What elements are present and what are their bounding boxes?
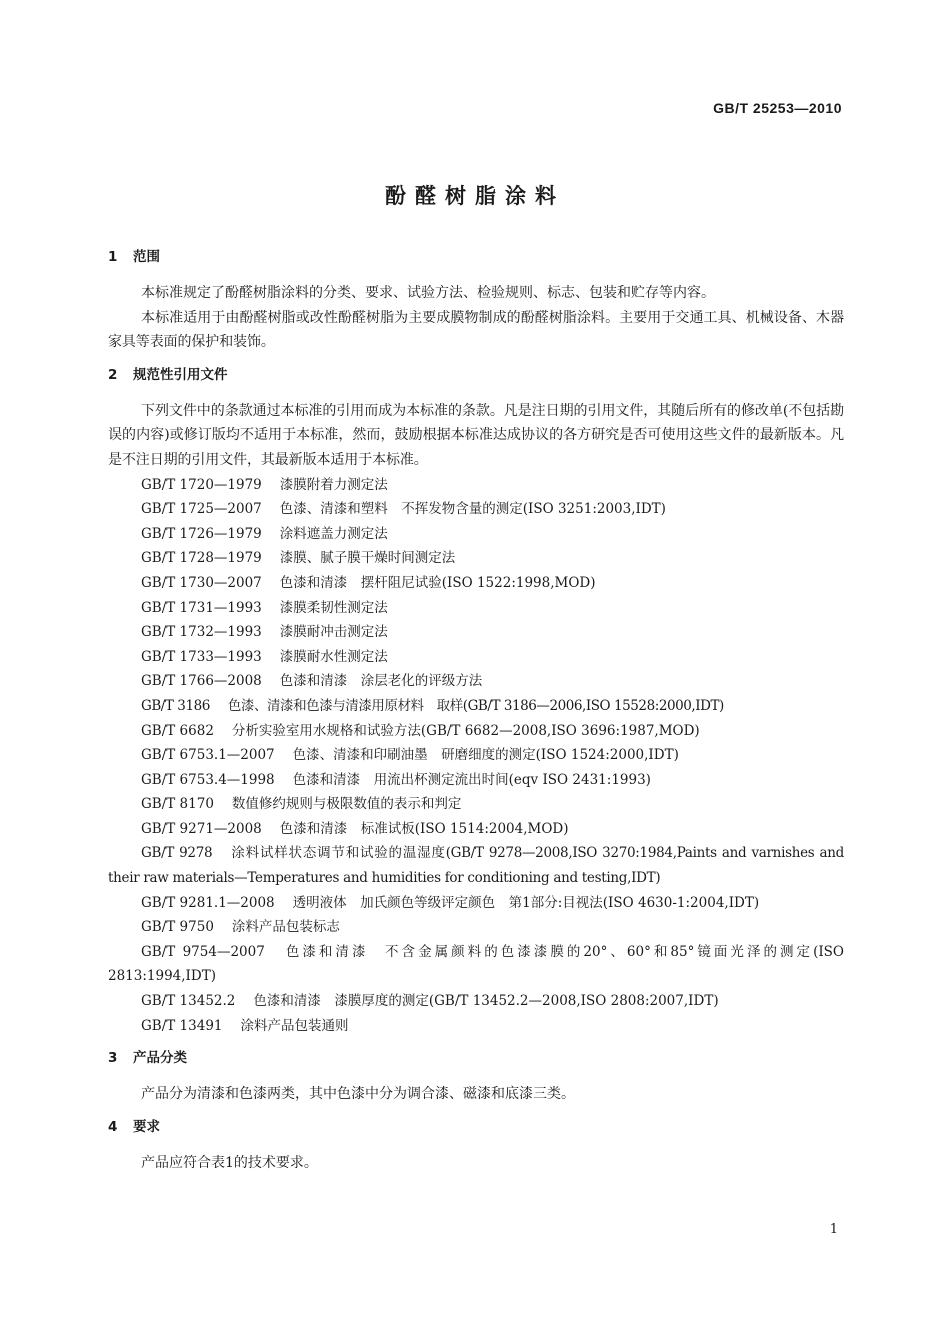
- reference-item: [108, 915, 844, 940]
- standard-number: GB/T 25253—2010: [713, 100, 842, 116]
- document-title: 酚醛树脂涂料: [385, 184, 565, 208]
- reference-title: 涂料试样状态调节和试验的温湿度(GB/T 9278—2008,ISO 3270:1984,Paints and varnishes and their raw materials—Temperatures and humidities for conditioning and testing,IDT): [108, 845, 844, 887]
- reference-item: [108, 669, 844, 694]
- section-heading-classification: [108, 1046, 844, 1070]
- scope-paragraph: 本标准适用于由酚醛树脂或改性酚醛树脂为主要成膜物制成的酚醛树脂涂料。主要用于交通工具、机械设备、木器家具等表面的保护和装饰。: [108, 309, 844, 351]
- reference-title: 漆膜耐冲击测定法: [279, 624, 388, 641]
- reference-title: 涂料产品包装通则: [240, 1017, 349, 1034]
- reference-item: [108, 989, 844, 1014]
- requirements-paragraph: 产品应符合表1的技术要求。: [141, 1154, 318, 1171]
- reference-item: [108, 645, 844, 670]
- reference-code: GB/T 13452.2: [141, 993, 236, 1010]
- reference-code: GB/T 1733—1993: [141, 648, 262, 665]
- reference-code: GB/T 1728—1979: [141, 550, 262, 567]
- reference-title: 色漆和清漆 用流出杯测定流出时间(eqv ISO 2431:1993): [292, 771, 651, 788]
- section-title: 规范性引用文件: [133, 366, 228, 383]
- reference-item: [108, 719, 844, 744]
- reference-title: 色漆和清漆 漆膜厚度的测定(GB/T 13452.2—2008,ISO 2808:2007,IDT): [253, 993, 719, 1010]
- reference-code: GB/T 9281.1—2008: [141, 894, 275, 911]
- references-intro: 下列文件中的条款通过本标准的引用而成为本标准的条款。凡是注日期的引用文件，其随后所有的修改单(不包括勘误的内容)或修订版均不适用于本标准，然而，鼓励根据本标准达成协议的各方研究是否可使用这些文件的最新版本。凡是不注日期的引用文件，其最新版本适用于本标准。: [108, 402, 844, 468]
- reference-code: GB/T 13491: [141, 1017, 223, 1034]
- reference-title: 涂料遮盖力测定法: [279, 525, 388, 542]
- reference-code: GB/T 1726—1979: [141, 525, 262, 542]
- reference-item: [108, 743, 844, 768]
- reference-item: [108, 596, 844, 621]
- reference-item: [108, 546, 844, 571]
- section-title: 要求: [133, 1118, 160, 1135]
- reference-title: 透明液体 加氏颜色等级评定颜色 第1部分:目视法(ISO 4630-1:2004,IDT): [292, 894, 760, 911]
- scope-paragraph: 本标准规定了酚醛树脂涂料的分类、要求、试验方法、检验规则、标志、包装和贮存等内容。: [141, 285, 715, 301]
- reference-item: [108, 1014, 844, 1039]
- reference-code: GB/T 9271—2008: [141, 820, 262, 837]
- reference-code: GB/T 8170: [141, 796, 214, 813]
- reference-title: 色漆、清漆和塑料 不挥发物含量的测定(ISO 3251:2003,IDT): [279, 501, 666, 518]
- reference-code: GB/T 6753.1—2007: [141, 747, 275, 764]
- reference-code: GB/T 1720—1979: [141, 476, 262, 493]
- document-body: [108, 245, 844, 1175]
- reference-code: GB/T 9278: [141, 845, 213, 862]
- reference-code: GB/T 1732—1993: [141, 624, 262, 641]
- section-number: 2: [108, 366, 118, 383]
- reference-code: GB/T 6753.4—1998: [141, 771, 275, 788]
- section-title: 范围: [133, 249, 160, 265]
- reference-code: GB/T 9750: [141, 919, 214, 936]
- section-heading-scope: [108, 245, 844, 269]
- reference-title: 色漆和清漆 摆杆阻尼试验(ISO 1522:1998,MOD): [279, 574, 596, 591]
- reference-item: [108, 497, 844, 522]
- reference-title: 分析实验室用水规格和试验方法(GB/T 6682—2008,ISO 3696:1987,MOD): [231, 722, 700, 739]
- reference-code: GB/T 6682: [141, 722, 214, 739]
- section-number: 1: [108, 249, 118, 265]
- reference-item: [108, 694, 844, 719]
- reference-title: 数值修约规则与极限数值的表示和判定: [231, 796, 462, 813]
- reference-title: 色漆、清漆和色漆与清漆用原材料 取样(GB/T 3186—2006,ISO 15528:2000,IDT): [227, 697, 724, 714]
- section-number: 3: [108, 1050, 118, 1067]
- reference-code: GB/T 1731—1993: [141, 599, 262, 616]
- reference-code: GB/T 1725—2007: [141, 501, 262, 518]
- reference-item: [108, 571, 844, 596]
- section-heading-requirements: [108, 1115, 844, 1139]
- section-title: 产品分类: [133, 1050, 187, 1067]
- reference-item: [108, 768, 844, 793]
- reference-list: [108, 473, 844, 1039]
- reference-title: 漆膜耐水性测定法: [279, 648, 388, 665]
- classification-paragraph: 产品分为清漆和色漆两类，其中色漆中分为调合漆、磁漆和底漆三类。: [141, 1086, 575, 1103]
- reference-code: GB/T 3186: [141, 697, 210, 714]
- reference-item: [108, 940, 844, 989]
- reference-title: 色漆和清漆 涂层老化的评级方法: [279, 673, 483, 690]
- reference-title: 色漆和清漆 标准试板(ISO 1514:2004,MOD): [279, 820, 569, 837]
- reference-item: [108, 792, 844, 817]
- reference-title: 色漆、清漆和印刷油墨 研磨细度的测定(ISO 1524:2000,IDT): [292, 747, 679, 764]
- reference-title: 漆膜柔韧性测定法: [279, 599, 388, 616]
- reference-title: 漆膜、腻子膜干燥时间测定法: [279, 550, 456, 567]
- reference-title: 色漆和清漆 不含金属颜料的色漆漆膜的20°、60°和85°镜面光泽的测定(ISO 2813:1994,IDT): [108, 943, 844, 985]
- reference-item: [108, 841, 844, 890]
- reference-item: [108, 522, 844, 547]
- reference-item: [108, 620, 844, 645]
- page-number: 1: [829, 1222, 838, 1237]
- reference-title: 漆膜附着力测定法: [279, 476, 388, 493]
- section-heading-references: [108, 363, 844, 387]
- reference-code: GB/T 1730—2007: [141, 574, 262, 591]
- reference-code: GB/T 9754—2007: [141, 943, 265, 960]
- section-number: 4: [108, 1118, 118, 1135]
- reference-code: GB/T 1766—2008: [141, 673, 262, 690]
- reference-title: 涂料产品包装标志: [231, 919, 340, 936]
- reference-item: [108, 817, 844, 842]
- reference-item: [108, 891, 844, 916]
- reference-item: [108, 473, 844, 498]
